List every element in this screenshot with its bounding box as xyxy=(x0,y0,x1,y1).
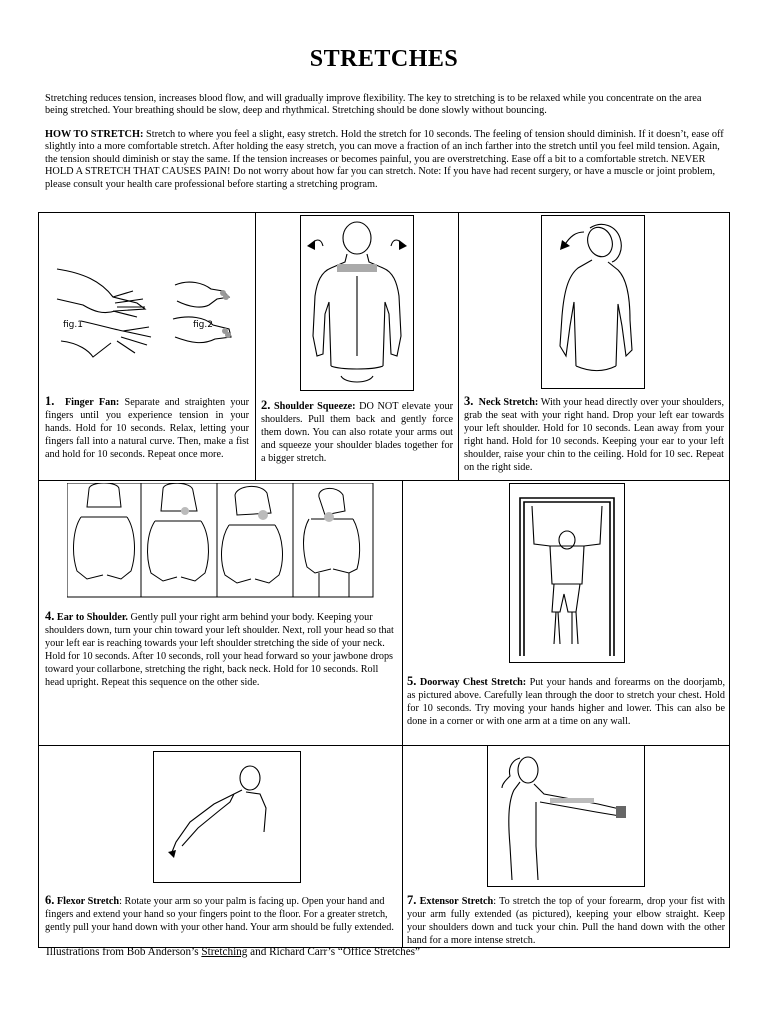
col-divider xyxy=(402,480,403,948)
doorway-chest-illustration xyxy=(509,483,625,663)
stretch-1-number: 1. xyxy=(45,394,55,408)
col-divider xyxy=(255,213,256,481)
stretch-3-text xyxy=(464,395,724,474)
fig2-label: fig.2 xyxy=(193,320,213,330)
how-to-paragraph xyxy=(45,129,725,191)
stretch-7-name: Extensor Stretch xyxy=(419,896,494,907)
stretch-1-text xyxy=(45,395,249,462)
extensor-stretch-illustration xyxy=(487,745,645,887)
stretch-7-number: 7. xyxy=(407,893,417,907)
stretch-grid xyxy=(38,212,730,948)
stretch-1-name: Finger Fan: xyxy=(64,397,120,408)
stretch-7-desc: : To stretch the top of your forearm, drop your fist with your arm fully extended (as pictured), keeping your elbow straight. Keep your shoulders down and tuck your chin. Pull the hand down with the other hand for a more intense stretch. xyxy=(407,896,725,946)
flexor-stretch-illustration xyxy=(153,751,301,883)
stretch-2-number: 2. xyxy=(261,398,271,412)
page-title: STRETCHES xyxy=(309,46,459,72)
stretch-4-number: 4. xyxy=(45,609,55,623)
stretch-1-desc: Separate and straighten your fingers until you experience tension in your hands. Hold for 10 seconds. Relax, letting your fingers fall into a natural curve. Then, make a fist and hold for 10 seconds. Repeat once more. xyxy=(45,397,249,460)
stretch-7-text xyxy=(407,894,725,948)
stretch-5-name: Doorway Chest Stretch: xyxy=(419,677,527,688)
ear-to-shoulder-illustration xyxy=(67,483,377,599)
stretch-6-desc: : Rotate your arm so your palm is facing up. Open your hand and fingers and extend your hand so your fingers point to the floor. For a greater stretch, gently pull your hand down with your other hand. Your arm should be fully extended. xyxy=(45,896,394,933)
stretch-6-text xyxy=(45,894,397,935)
stretch-6-name: Flexor Stretch xyxy=(56,896,120,907)
credits-suffix: and Richard Carr’s “Office Stretches” xyxy=(247,946,420,958)
col-divider xyxy=(458,213,459,481)
how-to-text: Stretch to where you feel a slight, easy stretch. Hold the stretch for 10 seconds. The feeling of tension should diminish. If it doesn’t, ease off slightly into a more comfortable stretch. After holding the easy stretch, you can move a fraction of an inch farther into the stretch until you feel mild tension. Again, the tension should diminish or stay the same. If the tension increases or becomes painful, you are overstretching. Ease off a bit to a comfortable stretch. NEVER HOLD A STRETCH THAT CAUSES PAIN! Do not worry about how far you can stretch. Note: If you have had recent surgery, or have a muscle or joint problem, please consult your health care professional before starting a stretching program. xyxy=(45,129,724,190)
how-to-label: HOW TO STRETCH: xyxy=(45,129,144,140)
stretch-4-desc: Gently pull your right arm behind your body. Keeping your shoulders down, turn your chin toward your left shoulder. Next, roll your head so that your left ear is reaching towards your left shoulder stretching the side of your neck. Hold for 10 seconds. After 10 seconds, roll your head forward so your jawbone drops toward your collarbone, stretching the right, back neck. Hold for 10 seconds. Roll head upright. Repeat this sequence on the other side. xyxy=(45,612,394,688)
stretch-5-number: 5. xyxy=(407,674,417,688)
stretch-2-desc: DO NOT elevate your shoulders. Pull them back and gently force them down. You can also rotate your arms out and squeeze your shoulder blades together for a bigger stretch. xyxy=(261,401,453,464)
credits-prefix: Illustrations from Bob Anderson’s xyxy=(46,946,202,958)
finger-fan-illustration xyxy=(53,245,239,381)
illustration-credits xyxy=(46,946,420,958)
stretch-2-name: Shoulder Squeeze: xyxy=(274,401,356,412)
stretch-3-number: 3. xyxy=(464,394,474,408)
stretch-4-text xyxy=(45,610,397,689)
stretch-5-desc: Put your hands and forearms on the doorjamb, as pictured above. Carefully lean through the door to stretch your chest. Hold for 10 seconds. Try moving your hands higher and lower. This can also be done in a corner or with one arm at a time on any wall. xyxy=(407,677,726,727)
stretch-4-name: Ear to Shoulder. xyxy=(56,612,128,623)
neck-stretch-illustration xyxy=(541,215,645,389)
stretch-5-text xyxy=(407,675,725,729)
stretch-3-name: Neck Stretch: xyxy=(478,397,539,408)
fig1-label: fig.1 xyxy=(63,320,83,330)
row-divider xyxy=(39,480,729,481)
stretch-2-text xyxy=(261,399,453,466)
stretch-3-desc: With your head directly over your shoulders, grab the seat with your right hand. Drop your left ear towards your left shoulder. Hold for 10 seconds. Lean away from your right hand. Hold for 10 seconds. Keeping your ear to your left shoulder, raise your chin to the ceiling. Hold for 10 sec. Repeat on the right side. xyxy=(464,397,724,473)
credits-book-title: Stretching xyxy=(201,946,248,958)
intro-paragraph: Stretching reduces tension, increases blood flow, and will gradually improve flexibility. The key to stretching is to be relaxed while you concentrate on the area being stretched. Your breathing should be slow, deep and rhythmical. Stretching should be done slowly without bouncing. xyxy=(45,93,702,117)
stretch-6-number: 6. xyxy=(45,893,55,907)
shoulder-squeeze-illustration xyxy=(300,215,414,391)
